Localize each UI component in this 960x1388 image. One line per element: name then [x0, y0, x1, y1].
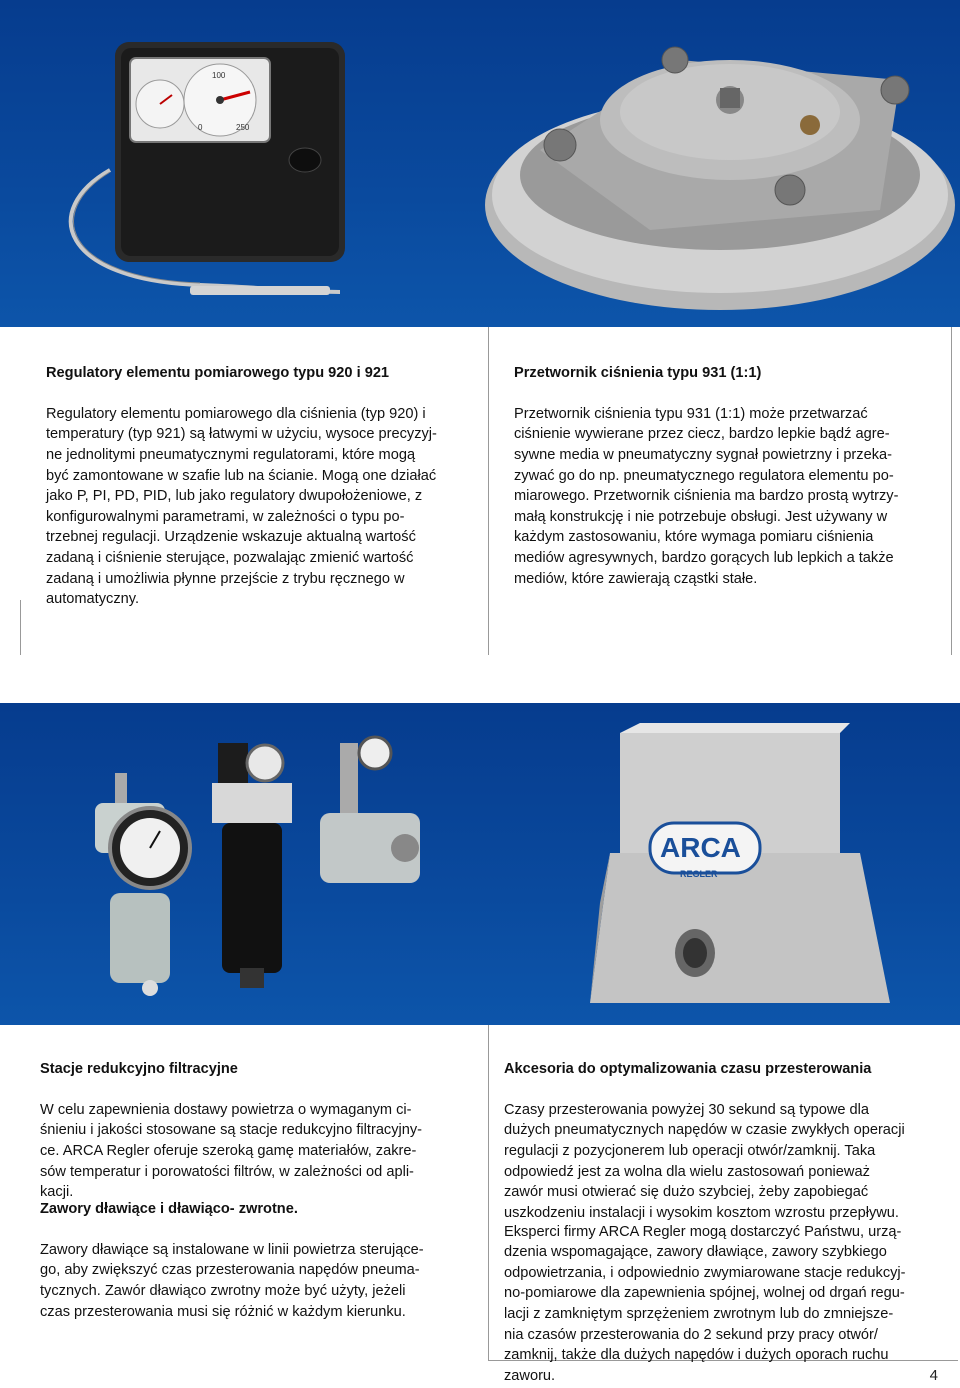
- bottom-photo-band: [0, 703, 960, 1025]
- page-number: 4: [929, 1367, 938, 1384]
- accessories-body: Czasy przesterowania powyżej 30 sekund są typowe dla dużych pneumatycznych napędów w czasie zwykłych operacji regulacji z pozycjonerem lub operacji otwór/zamknij. Taka odpowiedź jest za wolna dla wielu zastosowań ponieważ zawór musi otwierać się dużo szybciej, żeby zapobiegać uszkodzeniu instalacji i wysokim kosztom wzrostu przepływu.: [504, 1101, 905, 1221]
- right-edge-rule-top: [951, 327, 952, 655]
- accessories-heading: Akcesoria do optymalizowania czasu przesterowania: [504, 1060, 872, 1077]
- pressure-transducer-photo: [480, 0, 960, 327]
- transducer-body: Przetwornik ciśnienia typu 931 (1:1) może przetwarzać ciśnienie wywierane przez ciecz, bardzo lepkie bądź agre- sywne media w pneumatyczny sygnał powietrzny i przeka- zywać go do np. pneumatycznego regulatora elementu po- miarowego. Przetwornik ciśnienia ma bardzo prostą wytrzy- małą konstrukcję i nie potrzebuje obsługi. Jest używany w każdym zastosowaniu, które wymaga pomiaru ciśnienia mediów agresywnych, bardzo gorących lub lepkich a także mediów, które zawierają cząstki stałe.: [514, 405, 899, 587]
- arca-logo-subtext: REGLER: [680, 869, 718, 879]
- filter-station-photo: [0, 703, 480, 1025]
- arca-booster-photo: [480, 703, 960, 1025]
- regulators-section: [46, 342, 466, 610]
- throttle-valves-section: [40, 1178, 470, 1322]
- regulators-heading: Regulatory elementu pomiarowego typu 920 i 921: [46, 364, 390, 381]
- filter-stations-heading: Stacje redukcyjno filtracyjne: [40, 1060, 238, 1077]
- transducer-heading: Przetwornik ciśnienia typu 931 (1:1): [514, 364, 762, 381]
- throttle-valves-heading: Zawory dławiące i dławiąco- zwrotne.: [40, 1200, 298, 1217]
- regulators-body: Regulatory elementu pomiarowego dla ciśnienia (typ 920) i temperatury (typ 921) są łatwymi w użyciu, wysoce precyzyj- ne jednolitymi pneumatycznymi regulatorami, które mogą być zamontowane w szafie lub na ścianie. Mogą one działać jako P, PI, PD, PID, lub jako regulatory dwupołożeniowe, z konfigurowalnymi parametrami, w zależności o typu po- trzebnej regulacji. Urządzenie wskazuje aktualną wartość zadaną i ciśnienie sterujące, pozwalając zmienić wartość zadaną i umożliwia płynne przejście z trybu ręcznego w automatyczny.: [46, 405, 437, 608]
- column-divider-bottom: [488, 1025, 489, 1360]
- dial-tick-0: 0: [198, 123, 203, 132]
- arca-logo-text: ARCA: [660, 832, 741, 863]
- dial-tick-250: 250: [236, 123, 250, 132]
- dial-tick-100: 100: [212, 71, 226, 80]
- left-edge-rule-top: [20, 600, 21, 655]
- transducer-section: [514, 342, 934, 589]
- accessories-section: [504, 1038, 944, 1223]
- throttle-valves-body: Zawory dławiące są instalowane w linii powietrza sterujące- go, aby zwiększyć czas przesterowania napędów pneuma- tycznych. Zawór dławiąco zwrotny może być użyty, jeżeli czas przesterowania musi się różnić w każdym kierunku.: [40, 1241, 424, 1320]
- accessories-experts-section: [504, 1201, 944, 1386]
- accessories-experts-body: Eksperci firmy ARCA Regler mogą dostarczyć Państwu, urzą- dzenia wspomagające, zawory dławiące, zawory szybkiego odpowietrzania, i odpowiednio zwymiarowane stacje redukcyj- no-pomiarowe dla zapewnienia spójnej, wolnej od drgań regu- lacji z zamkniętym sprzężeniem zwrotnym lub do zmniejsze- nia czasów przesterowania do 2 sekund przy pracy otwór/ zamknij, także dla dużych napędów i dużych oporach ruchu zaworu.: [504, 1223, 906, 1384]
- pressure-controller-photo: [0, 0, 480, 327]
- column-divider-top: [488, 327, 489, 655]
- filter-stations-body: W celu zapewnienia dostawy powietrza o wymaganym ci- śnieniu i jakości stosowane są stacje redukcyjno filtracyjny- ce. ARCA Regler oferuje szeroką gamę materiałów, zakre- sów temperatur i porowatości filtrów, w zależności od apli- kacji.: [40, 1101, 423, 1201]
- top-photo-band: [0, 0, 960, 327]
